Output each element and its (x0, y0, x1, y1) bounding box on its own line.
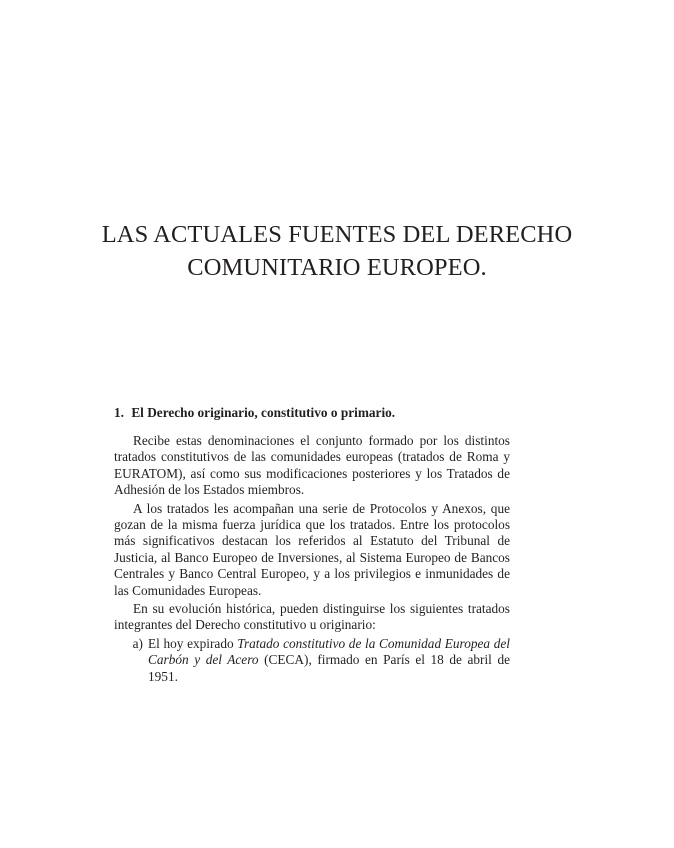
paragraph-3: En su evolución histórica, pueden distinguirse los siguientes tratados integrantes del Derecho constitutivo u originario: (114, 601, 510, 633)
list-marker: a) (132, 635, 143, 651)
paragraph-1: Recibe estas denominaciones el conjunto formado por los distintos tratados constitutivos de las comunidades europeas (tratados de Roma y EURATOM), así como sus modificaciones posteriores y los Tratados de Adhesión de los Estados miembros. (114, 433, 510, 498)
list-item-a (114, 636, 510, 685)
body-text (114, 433, 510, 685)
section-heading (114, 404, 534, 421)
paragraph-2: A los tratados les acompañan una serie de Protocolos y Anexos, que gozan de la misma fuerza jurídica que los tratados. Entre los protocolos más significativos destacan los referidos al Estatuto del Tribunal de Justicia, al Banco Europeo de Inversiones, al Sistema Europeo de Bancos Centrales y Banco Central Europeo, y a los privilegios e inmunidades de las Comunidades Europeas. (114, 500, 510, 598)
section-title: El Derecho originario, constitutivo o primario. (131, 405, 396, 420)
chapter-title-line-1: LAS ACTUALES FUENTES DEL DERECHO (101, 221, 573, 248)
chapter-title (60, 218, 614, 284)
chapter-title-line-2: COMUNITARIO EUROPEO. (187, 254, 487, 281)
section-number: 1. (114, 405, 124, 420)
treaty-name: Tratado constitutivo de la Comunidad Europea del Carbón y del Acero (148, 635, 510, 668)
list-text-before: El hoy expirado (148, 635, 238, 651)
list-item-content (148, 636, 510, 685)
list-text-after: (CECA), firmado en París el 18 de abril de 1951. (148, 652, 510, 684)
